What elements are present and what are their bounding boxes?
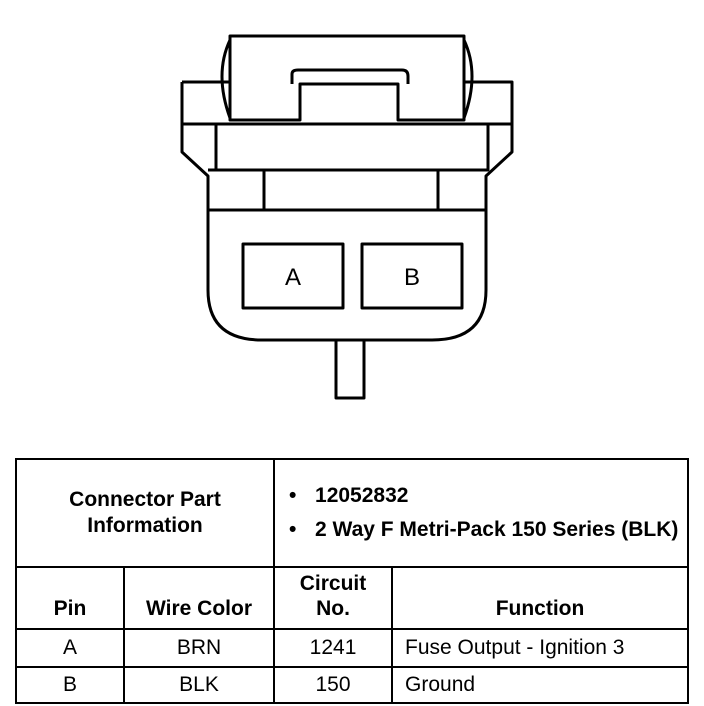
connector-info-list (274, 459, 688, 567)
function-cell: Fuse Output - Ignition 3 (392, 629, 688, 667)
circuit-cell: 1241 (274, 629, 392, 667)
connector-info-title: Connector Part Information (16, 459, 274, 567)
header-wire-color: Wire Color (124, 567, 274, 629)
header-circuit-no: Circuit No. (274, 567, 392, 629)
pin-cell: A (16, 629, 124, 667)
pin-label-a: A (284, 264, 302, 291)
bullet: • (289, 484, 297, 508)
table-row (16, 667, 688, 703)
connector-type-item (289, 517, 687, 543)
part-number: 12052832 (315, 484, 409, 508)
wire-lead (336, 340, 364, 398)
pin-cell: B (16, 667, 124, 703)
header-function: Function (392, 567, 688, 629)
wire-color-cell: BRN (124, 629, 274, 667)
wire-color-cell: BLK (124, 667, 274, 703)
function-cell: Ground (392, 667, 688, 703)
bullet: • (289, 518, 297, 541)
header-pin: Pin (16, 567, 124, 629)
table-row (16, 629, 688, 667)
circuit-cell: 150 (274, 667, 392, 703)
connector-pinout-table (15, 458, 689, 704)
pin-label-b: B (403, 264, 421, 291)
latch-slot (292, 70, 408, 84)
part-number-item (289, 483, 687, 509)
latch-tab (230, 36, 464, 120)
connector-type: 2 Way F Metri-Pack 150 Series (BLK) (315, 518, 679, 541)
